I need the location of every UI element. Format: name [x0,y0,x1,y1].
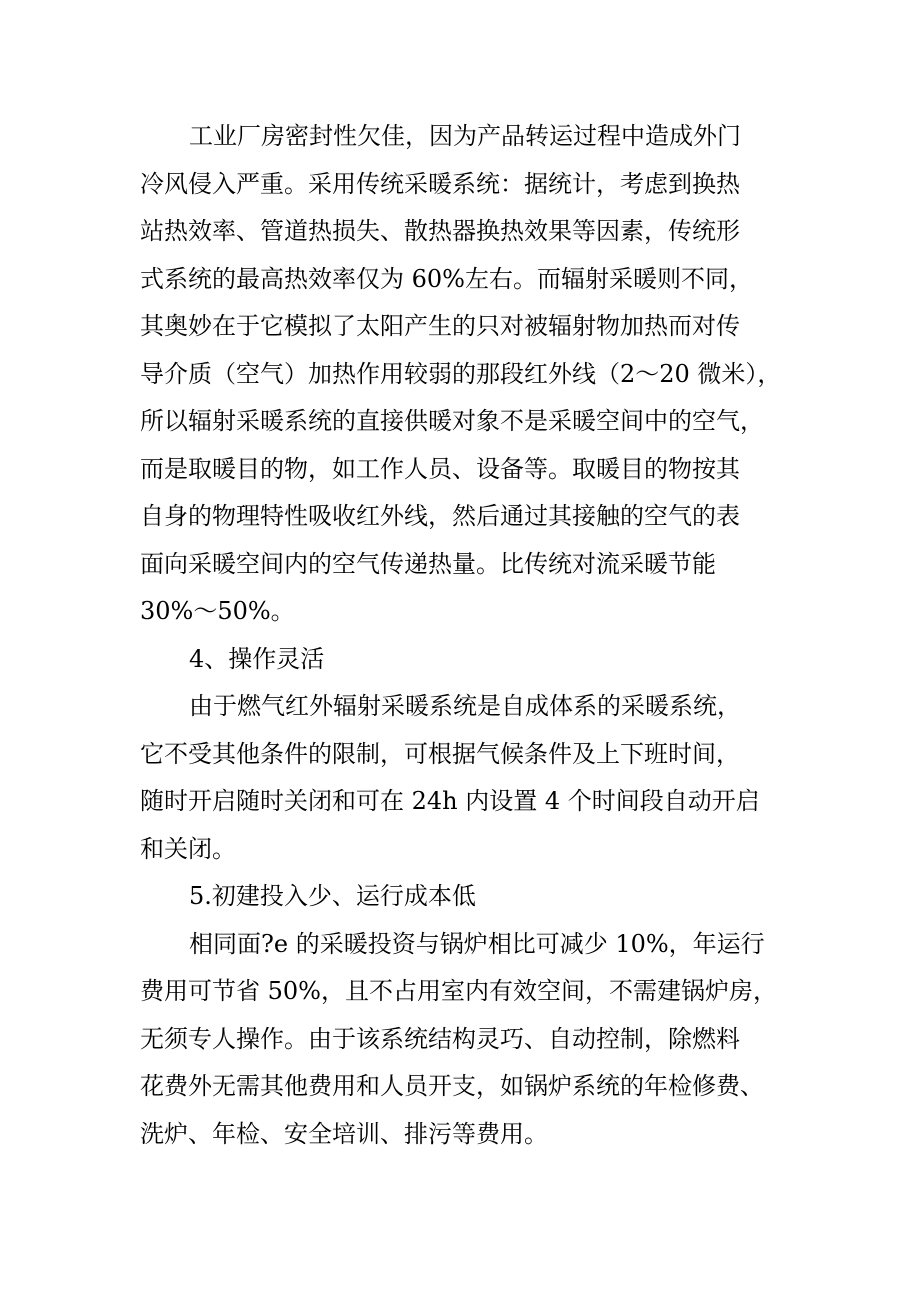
section-heading-flexible-operation: 4、操作灵活 [189,644,325,673]
text-line: 随时开启随时关闭和可在 24h 内设置 4 个时间段自动开启 [140,787,760,815]
text-line: 站热效率、管道热损失、散热器换热效果等因素，传统形 [140,217,740,245]
text-line: 工业厂房密封性欠佳，因为产品转运过程中造成外门 [189,122,741,150]
text-line: 所以辐射采暖系统的直接供暖对象不是采暖空间中的空气， [140,407,764,435]
text-line: 面向采暖空间内的空气传递热量。比传统对流采暖节能 [140,549,716,578]
text-line: 和关闭。 [140,834,236,863]
text-line: 由于燃气红外辐射采暖系统是自成体系的采暖系统， [189,692,741,720]
text-line: 花费外无需其他费用和人员开支，如锅炉系统的年检修费、 [140,1072,764,1100]
paragraph-low-cost [140,921,780,1159]
text-line: 它不受其他条件的限制，可根据气候条件及上下班时间， [140,739,740,768]
text-line: 费用可节省 50%，且不占用室内有效空间，不需建锅炉房， [140,977,777,1005]
text-line: 30%～50%。 [140,597,295,625]
text-line: 其奥妙在于它模拟了太阳产生的只对被辐射物加热而对传 [140,312,740,340]
section-heading-low-cost: 5.初建投入少、运行成本低 [189,882,476,910]
text-line: 自身的物理特性吸收红外线，然后通过其接触的空气的表 [140,502,740,530]
text-line: 洗炉、年检、安全培训、排污等费用。 [140,1119,548,1148]
paragraph-flexible-operation [140,683,780,873]
text-line: 相同面?e 的采暖投资与锅炉相比可减少 10%，年运行 [189,929,765,958]
text-line: 冷风侵入严重。采用传统采暖系统：据统计，考虑到换热 [140,169,740,198]
text-line: 而是取暖目的物，如工作人员、设备等。取暖目的物按其 [140,454,740,483]
text-line: 无须专人操作。由于该系统结构灵巧、自动控制，除燃料 [140,1024,740,1053]
paragraph-radiant-heating-efficiency [140,113,780,636]
text-line: 式系统的最高热效率仅为 60%左右。而辐射采暖则不同， [140,264,753,293]
document-body [140,113,780,1158]
text-line: 导介质（空气）加热作用较弱的那段红外线（2～20 微米）， [140,359,782,388]
